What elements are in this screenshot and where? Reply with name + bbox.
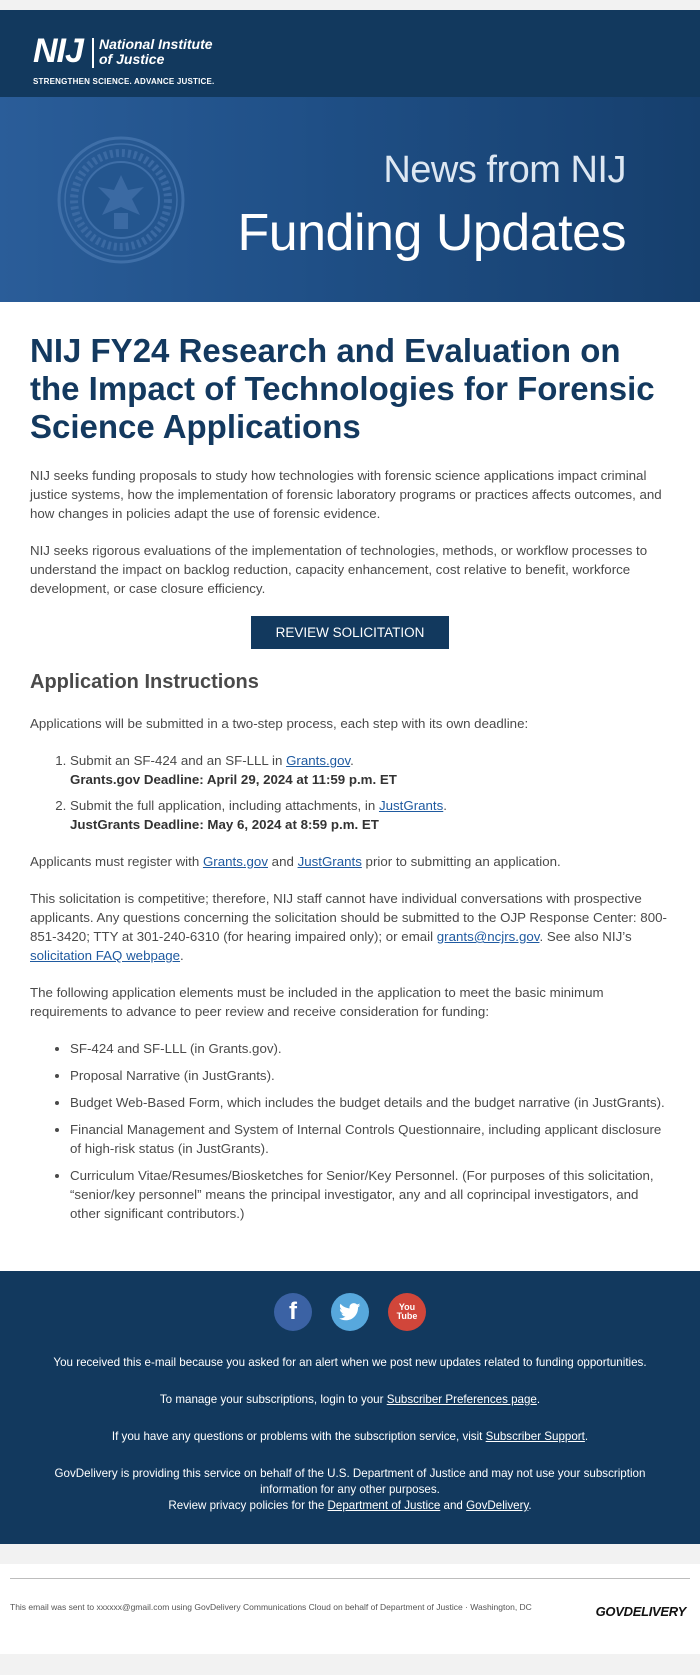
list-item: • Financial Management and System of Internal Controls Questionnaire, including applicant disclosure of high-risk status (in JustGrants). xyxy=(70,1120,670,1158)
faq-webpage-link[interactable]: solicitation FAQ webpage xyxy=(30,948,181,963)
competitive-paragraph: This solicitation is competitive; therefore, NIJ staff cannot have individual conversations with prospective applicants. Any questions concerning the solicitation should be submitted to the OJP Response Center: 800-851-3420; TTY at 301-240-6310 (for hearing impaired only); or email grants@ncjrs.gov. See also NIJ’s solicitation FAQ webpage. xyxy=(30,891,667,963)
step-item: 1. Submit an SF-424 and an SF-LLL in Grants.gov. Grants.gov Deadline: April 29, 2024 at 11:59 p.m. ET xyxy=(70,751,670,789)
govdelivery-notice: GovDelivery is providing this service on behalf of the U.S. Department of Justice and may not use your subscription information for any other purposes. Review privacy policies for the Department of Justice and GovDelivery. xyxy=(54,1467,646,1512)
review-solicitation-button[interactable]: REVIEW SOLICITATION xyxy=(251,616,450,649)
doj-seal-icon xyxy=(56,135,186,265)
list-item: • SF-424 and SF-LLL (in Grants.gov). xyxy=(70,1039,670,1058)
steps-list xyxy=(30,751,670,834)
banner-title: Funding Updates xyxy=(237,204,626,262)
bottom-bar xyxy=(0,1544,700,1654)
nij-logo-abbr[interactable]: NIJ xyxy=(33,32,83,70)
top-spacer xyxy=(0,0,700,10)
nij-logo-bar xyxy=(0,10,700,97)
social-links xyxy=(30,1293,670,1331)
main-content xyxy=(0,302,700,1271)
logo-name-line1: National Institute xyxy=(99,36,213,52)
subscriber-support-link[interactable]: Subscriber Support xyxy=(485,1430,585,1443)
grants-email-link[interactable]: grants@ncjrs.gov xyxy=(436,929,540,944)
twitter-bird-icon xyxy=(339,1303,361,1321)
youtube-icon[interactable]: You Tube xyxy=(388,1293,426,1331)
grants-gov-deadline: Grants.gov Deadline: April 29, 2024 at 11:59 p.m. ET xyxy=(70,772,397,787)
logo-name-line2: of Justice xyxy=(99,51,165,67)
list-item: • Curriculum Vitae/Resumes/Biosketches for Senior/Key Personnel. (For purposes of this solicitation, “senior/key personnel” means the principal investigator, any and all coprincipal investigators, and other significant contributors.) xyxy=(70,1166,670,1223)
footer xyxy=(0,1271,700,1544)
manage-subscriptions: To manage your subscriptions, login to your Subscriber Preferences page. xyxy=(159,1393,541,1406)
register-paragraph: Applicants must register with Grants.gov and JustGrants prior to submitting an application. xyxy=(30,854,561,869)
article-paragraph-2: NIJ seeks rigorous evaluations of the implementation of technologies, methods, or workflow processes to understand the impact on backlog reduction, capacity enhancement, cost relative to benefit, workforce development, or case closure efficiency. xyxy=(30,543,648,596)
banner xyxy=(0,97,700,302)
logo-tagline: STRENGTHEN SCIENCE. ADVANCE JUSTICE. xyxy=(33,77,215,86)
nij-logo-name xyxy=(99,37,213,67)
logo-divider xyxy=(92,38,94,68)
step-item: 2. Submit the full application, including attachments, in JustGrants. JustGrants Deadline: May 6, 2024 at 8:59 p.m. ET xyxy=(70,796,670,834)
doj-privacy-link[interactable]: Department of Justice xyxy=(327,1499,441,1512)
alert-notice: You received this e-mail because you asked for an alert when we post new updates related to funding opportunities. xyxy=(53,1356,647,1369)
grants-gov-link[interactable]: Grants.gov xyxy=(286,753,351,768)
govdelivery-logo[interactable]: GOVDELIVERY xyxy=(595,1604,686,1619)
register-justgrants-link[interactable]: JustGrants xyxy=(297,854,362,869)
elements-list xyxy=(30,1039,670,1223)
cta-container xyxy=(30,616,670,649)
list-item: • Proposal Narrative (in JustGrants). xyxy=(70,1066,670,1085)
article-paragraph-1: NIJ seeks funding proposals to study how technologies with forensic science applications impact criminal justice systems, how the implementation of forensic laboratory programs or practices affects outcomes, and how changes in policies adapt the use of forensic evidence. xyxy=(30,468,662,521)
justgrants-link[interactable]: JustGrants xyxy=(378,798,444,813)
govdelivery-privacy-link[interactable]: GovDelivery xyxy=(466,1499,529,1512)
twitter-icon[interactable] xyxy=(331,1293,369,1331)
list-item: • Budget Web-Based Form, which includes the budget details and the budget narrative (in JustGrants). xyxy=(70,1093,670,1112)
register-grants-gov-link[interactable]: Grants.gov xyxy=(202,854,268,869)
support-notice: If you have any questions or problems with the subscription service, visit Subscriber Support. xyxy=(111,1430,589,1443)
bottom-divider xyxy=(10,1578,690,1579)
email-body xyxy=(0,10,700,1544)
instructions-heading: Application Instructions xyxy=(30,671,259,693)
justgrants-deadline: JustGrants Deadline: May 6, 2024 at 8:59 p.m. ET xyxy=(70,817,379,832)
facebook-icon[interactable]: f xyxy=(274,1293,312,1331)
banner-subtitle: News from NIJ xyxy=(383,149,626,191)
subscriber-preferences-link[interactable]: Subscriber Preferences page xyxy=(386,1393,537,1406)
article-title: NIJ FY24 Research and Evaluation on the Impact of Technologies for Forensic Science Applications xyxy=(30,332,655,445)
instructions-intro: Applications will be submitted in a two-step process, each step with its own deadline: xyxy=(30,716,529,731)
sent-notice: This email was sent to xxxxxx@gmail.com using GovDelivery Communications Cloud on behalf of Department of Justice · Washington, DC xyxy=(10,1602,532,1612)
elements-intro: The following application elements must be included in the application to meet the basic minimum requirements to advance to peer review and receive consideration for funding: xyxy=(30,985,604,1019)
